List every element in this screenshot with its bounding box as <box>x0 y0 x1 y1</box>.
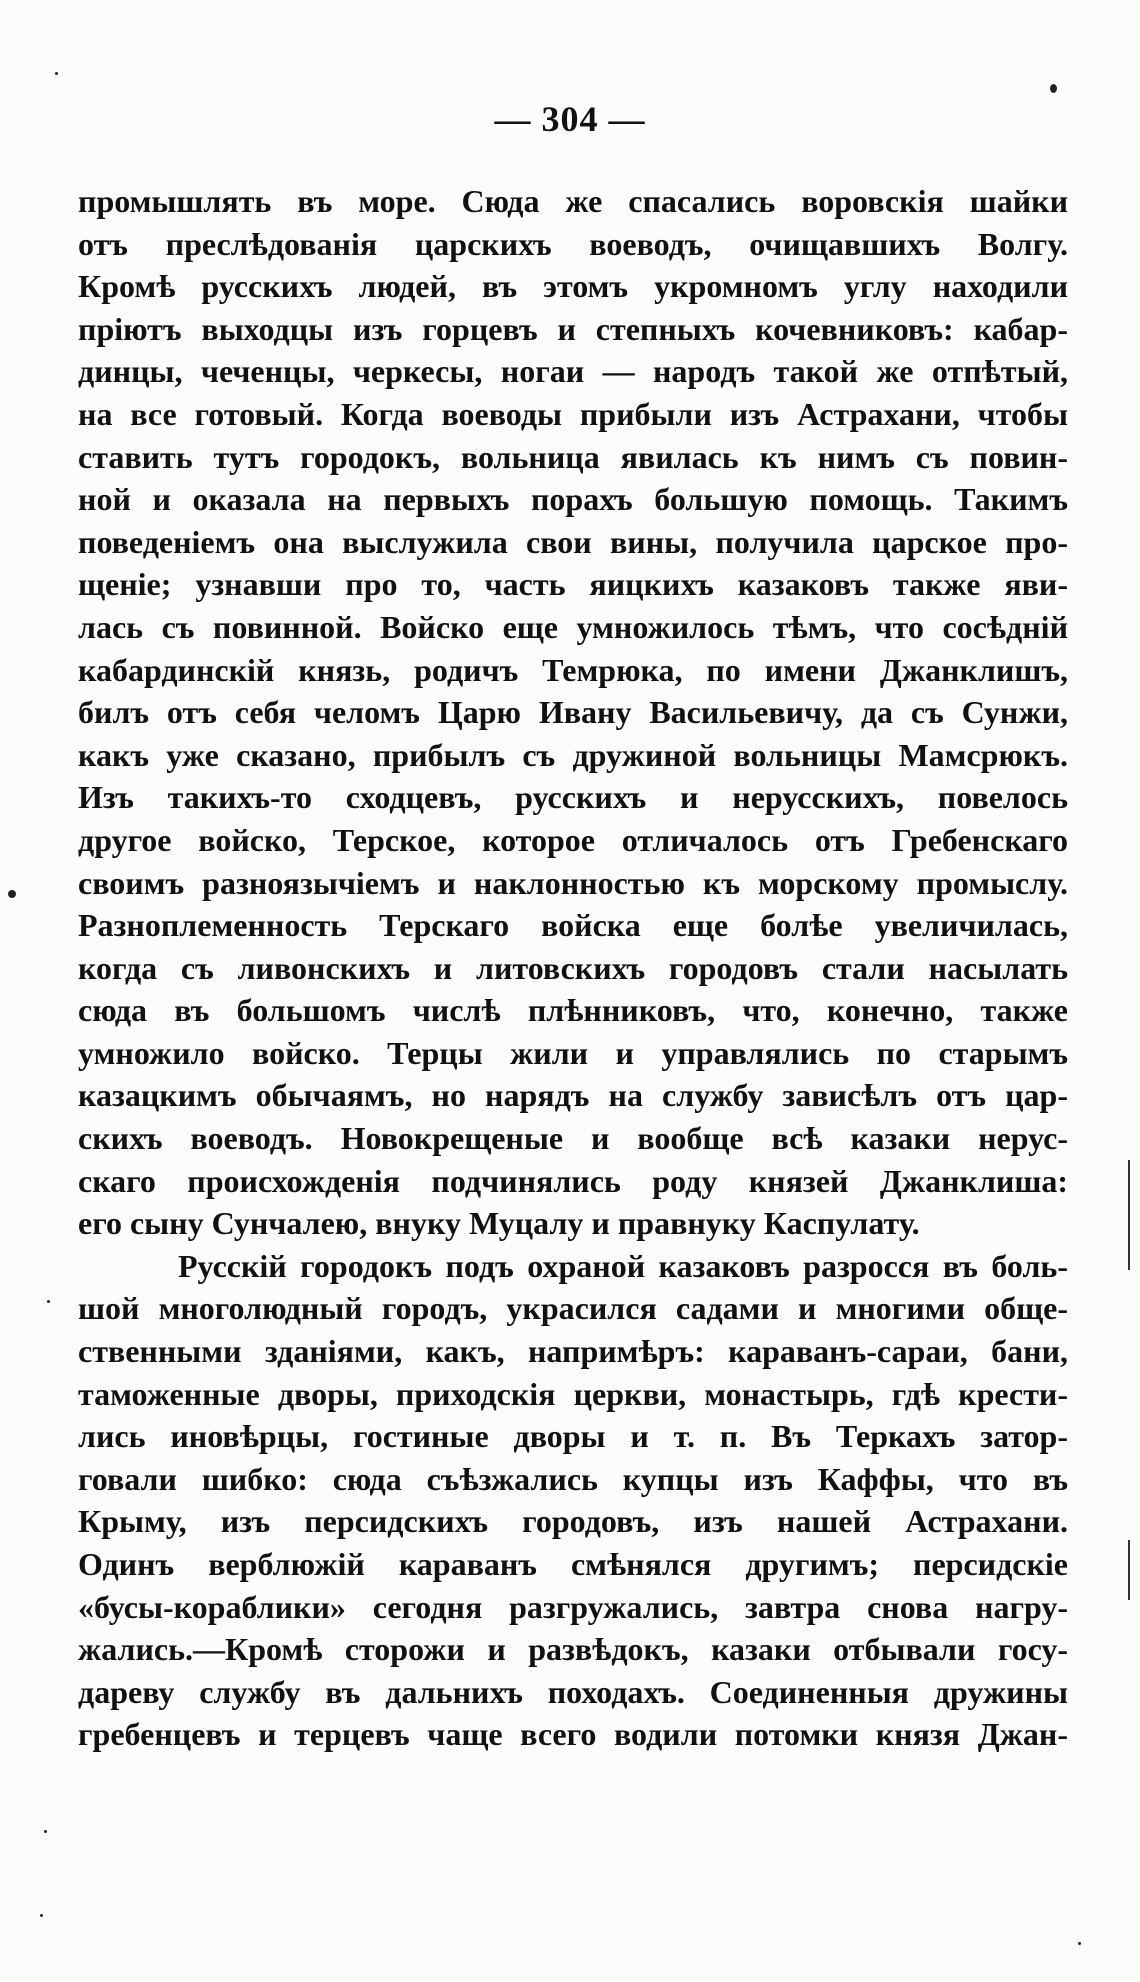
text-line: жались.—Кромѣ сторожи и развѣдокъ, казаки отбывали госу- <box>78 1631 1068 1668</box>
text-line: динцы, чеченцы, черкесы, ногаи — народъ такой же отпѣтый, <box>78 353 1068 390</box>
text-line: «бусы-кораблики» сегодня разгружались, завтра снова нагру- <box>78 1588 1068 1625</box>
text-line: Разноплеменность Терскаго войска еще болѣе увеличилась, <box>78 907 1068 944</box>
text-line: дареву службу въ дальнихъ походахъ. Соединенныя дружины <box>78 1673 1068 1710</box>
text-line: поведеніемъ она выслужила свои вины, получила царское про- <box>78 523 1068 560</box>
text-line: промышлять въ море. Сюда же спасались воровскія шайки <box>78 183 1068 219</box>
scan-speck <box>8 890 16 898</box>
text-line: говали шибко: сюда съѣзжались купцы изъ Каффы, что въ <box>78 1460 1068 1497</box>
text-line: умножило войско. Терцы жили и управлялись по старымъ <box>78 1034 1068 1071</box>
text-line: Одинъ верблюжій караванъ смѣнялся другимъ; персидскіе <box>78 1546 1068 1582</box>
scan-speck <box>55 72 58 75</box>
text-line: шой многолюдный городъ, украсился садами и многими обще- <box>78 1290 1068 1327</box>
text-line: другое войско, Терское, которое отличалось отъ Гребенскаго <box>78 821 1068 858</box>
text-line: ной и оказала на первыхъ порахъ большую помощь. Такимъ <box>78 481 1068 518</box>
scan-speck <box>1050 84 1057 93</box>
text-line: пріютъ выходцы изъ горцевъ и степныхъ кочевниковъ: кабар- <box>78 310 1068 347</box>
text-line: таможенные дворы, приходскія церкви, монастырь, гдѣ крести- <box>78 1375 1068 1412</box>
text-line: кабардинскій князь, родичъ Темрюка, по имени Джанклишъ, <box>78 651 1068 688</box>
text-line: сюда въ большомъ числѣ плѣнниковъ, что, конечно, также <box>78 992 1068 1029</box>
text-line: Крыму, изъ персидскихъ городовъ, изъ нашей Астрахани. <box>78 1503 1068 1540</box>
text-line: гребенцевъ и терцевъ чаще всего водили потомки князя Джан- <box>78 1716 1068 1753</box>
text-line: билъ отъ себя челомъ Царю Ивану Васильевичу, да съ Сунжи, <box>78 694 1068 731</box>
scan-speck <box>1078 1942 1081 1945</box>
text-line: Кромѣ русскихъ людей, въ этомъ укромномъ углу находили <box>78 268 1068 305</box>
text-line: скихъ воеводъ. Новокрещеные и вообще всѣ казаки нерус- <box>78 1120 1068 1157</box>
body-text <box>78 180 1068 1756</box>
text-line: Изъ такихъ-то сходцевъ, русскихъ и нерусскихъ, повелось <box>78 779 1068 816</box>
page-number: — 304 — <box>494 99 646 139</box>
scan-speck <box>47 1300 50 1303</box>
text-line: казацкимъ обычаямъ, но нарядъ на службу зависѣлъ отъ цар- <box>78 1077 1068 1114</box>
scan-edge-mark <box>1128 1540 1130 1600</box>
text-line: ставить тутъ городокъ, вольница явилась къ нимъ съ повин- <box>78 438 1068 475</box>
text-line: его сыну Сунчалею, внуку Муцалу и правнуку Каспулату. <box>78 1205 920 1242</box>
text-line: ственными зданіями, какъ, напримѣръ: караванъ-сараи, бани, <box>78 1333 1068 1370</box>
text-line: на все готовый. Когда воеводы прибыли изъ Астрахани, чтобы <box>78 395 1068 432</box>
scan-speck <box>40 1914 43 1917</box>
text-line: когда съ ливонскихъ и литовскихъ городовъ стали насылать <box>78 949 1068 986</box>
text-line: лись иновѣрцы, гостиные дворы и т. п. Въ Теркахъ затор- <box>78 1418 1068 1455</box>
text-line: своимъ разноязычіемъ и наклонностью къ морскому промыслу. <box>78 864 1068 901</box>
text-line: какъ уже сказано, прибылъ съ дружиной вольницы Мамсрюкъ. <box>78 736 1068 773</box>
scan-edge-mark <box>1128 1160 1130 1270</box>
text-line: скаго происхожденія подчинялись роду князей Джанклиша: <box>78 1162 1068 1199</box>
scan-speck <box>44 1830 47 1833</box>
text-line: Русскій городокъ подъ охраной казаковъ разросся въ боль- <box>178 1247 1068 1284</box>
text-line: щеніе; узнавши про то, часть яицкихъ казаковъ также яви- <box>78 566 1068 603</box>
text-line: отъ преслѣдованія царскихъ воеводъ, очищавшихъ Волгу. <box>78 225 1068 262</box>
text-line: лась съ повинной. Войско еще умножилось тѣмъ, что сосѣдній <box>78 608 1068 645</box>
